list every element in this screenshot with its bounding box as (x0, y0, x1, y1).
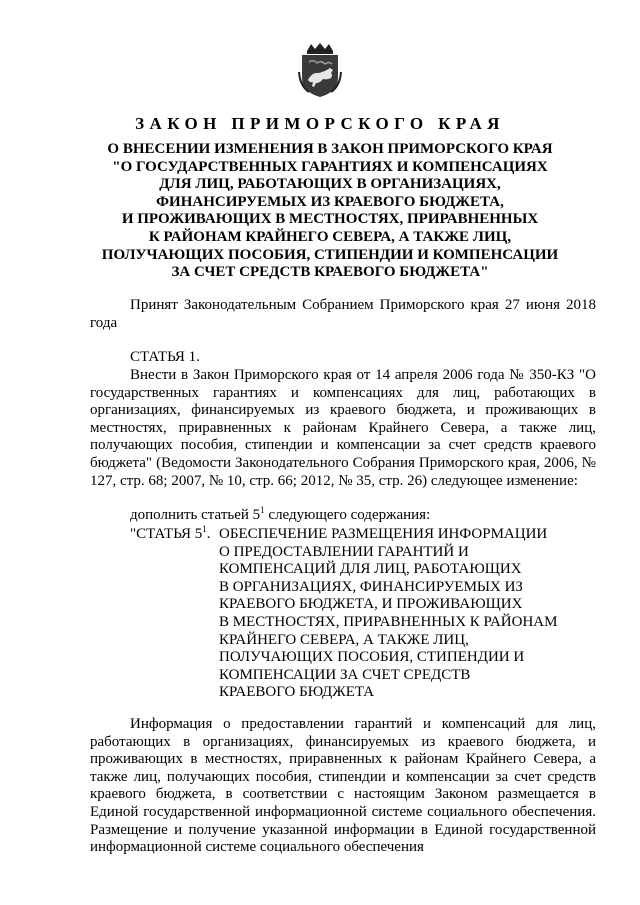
new-article-title-line: О ПРЕДОСТАВЛЕНИИ ГАРАНТИЙ И (219, 543, 469, 560)
new-article-title-line: ПОЛУЧАЮЩИХ ПОСОБИЯ, СТИПЕНДИИ И (219, 649, 525, 666)
supplement-suffix: следующего содержания: (264, 507, 431, 523)
adoption-note: Принят Законодательным Собранием Приморского края 27 июня 2018 года (90, 297, 596, 331)
new-article-title-line: КОМПЕНСАЦИИ ЗА СЧЕТ СРЕДСТВ (219, 666, 471, 683)
subtitle-line: О ВНЕСЕНИИ ИЗМЕНЕНИЯ В ЗАКОН ПРИМОРСКОГО КРАЯ (107, 141, 553, 157)
subtitle-line: ФИНАНСИРУЕМЫХ ИЗ КРАЕВОГО БЮДЖЕТА, (156, 193, 504, 210)
supplement-line (130, 507, 430, 524)
article-heading: СТАТЬЯ 1. (130, 349, 200, 365)
article-body: Внести в Закон Приморского края от 14 апреля 2006 года № 350-КЗ "О государственных гарантиях и компенсациях для лиц, работающих в организациях, финансируемых из краевого бюджета, и проживающих в местностях, приравненных к районам Крайнего Севера, а также лиц, получающих пособия, стипендии и компенсации за счет средств краевого бюджета" (Ведомости Законодательного Собрания Приморского края, 2006, № 127, стр. 68; 2007, № 10, стр. 66; 2012, № 35, стр. 26) следующее изменение: (90, 367, 596, 489)
subtitle-line: И ПРОЖИВАЮЩИХ В МЕСТНОСТЯХ, ПРИРАВНЕННЫХ (121, 211, 539, 228)
supplement-superscript: 1 (260, 505, 265, 515)
supplement-prefix: дополнить статьей 5 (130, 507, 261, 523)
new-article-title-line: В МЕСТНОСТЯХ, ПРИРАВНЕННЫХ К РАЙОНАМ (219, 613, 558, 630)
new-article-title-line: КРАЕВОГО БЮДЖЕТА, И ПРОЖИВАЮЩИХ (219, 596, 523, 613)
new-article-title-line: КРАЕВОГО БЮДЖЕТА (219, 684, 375, 701)
subtitle-line: ЗА СЧЕТ СРЕДСТВ КРАЕВОГО БЮДЖЕТА" (171, 264, 489, 281)
coat-of-arms-icon (297, 42, 343, 98)
info-paragraph: Информация о предоставлении гарантий и компенсаций для лиц, работающих в организациях, финансируемых из краевого бюджета, и проживающих в местностях, приравненных к районам Крайнего Севера, а также лиц, получающих пособия, стипендии и компенсации за счет средств краевого бюджета, в соответствии с настоящим Законом размещается в Единой государственной информационной системе социального обеспечения. Размещение и получение указанной информации в Единой государственной информационной системе социального обеспечения (90, 716, 596, 856)
subtitle-line: ПОЛУЧАЮЩИХ ПОСОБИЯ, СТИПЕНДИИ И КОМПЕНСАЦИИ (101, 246, 559, 263)
new-article-title-line: КОМПЕНСАЦИЙ ДЛЯ ЛИЦ, РАБОТАЮЩИХ (219, 561, 522, 578)
new-article-superscript: 1 (202, 524, 207, 534)
subtitle-line: ДЛЯ ЛИЦ, РАБОТАЮЩИХ В ОРГАНИЗАЦИЯХ, (159, 176, 501, 193)
new-article-label-text: "СТАТЬЯ 5 (130, 526, 203, 542)
subtitle-line: "О ГОСУДАРСТВЕННЫХ ГАРАНТИЯХ И КОМПЕНСАЦИЯХ (112, 158, 548, 175)
new-article-title (219, 526, 557, 702)
new-article-label (130, 526, 211, 543)
new-article-title-line: В ОРГАНИЗАЦИЯХ, ФИНАНСИРУЕМЫХ ИЗ (219, 578, 523, 595)
law-subtitle (90, 141, 570, 282)
law-title: ЗАКОН ПРИМОРСКОГО КРАЯ (135, 114, 505, 133)
new-article-title-line: КРАЙНЕГО СЕВЕРА, А ТАКЖЕ ЛИЦ, (219, 631, 469, 648)
new-article-title-line: ОБЕСПЕЧЕНИЕ РАЗМЕЩЕНИЯ ИНФОРМАЦИИ (219, 526, 548, 542)
subtitle-line: К РАЙОНАМ КРАЙНЕГО СЕВЕРА, А ТАКЖЕ ЛИЦ, (148, 228, 512, 245)
new-article-label-suffix: . (206, 526, 211, 542)
